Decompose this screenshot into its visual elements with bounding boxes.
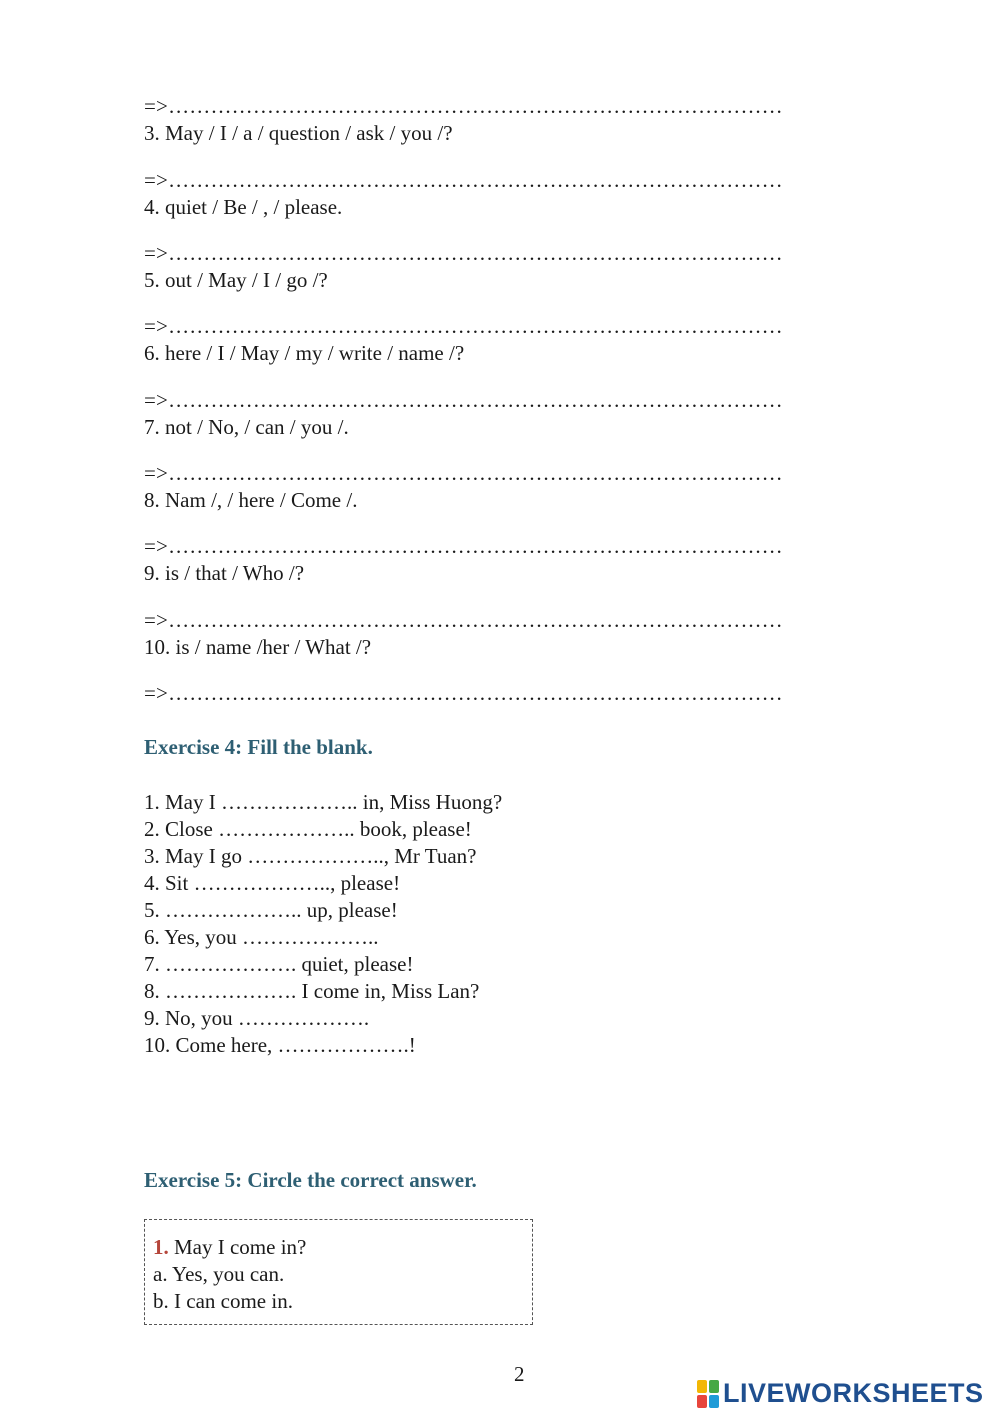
list-item[interactable]: 8. ………………. I come in, Miss Lan? [144,979,480,1003]
answer-line[interactable]: =>…………………………………………………………………………… [144,94,783,118]
answer-line[interactable]: =>…………………………………………………………………………… [144,314,783,338]
logo-icon [697,1380,719,1408]
list-item[interactable]: 6. Yes, you ……………….. [144,925,379,949]
list-item[interactable]: 9. No, you ………………. [144,1006,370,1030]
option-a[interactable]: a. Yes, you can. [153,1262,285,1286]
answer-line[interactable]: =>…………………………………………………………………………… [144,608,783,632]
list-item[interactable]: 2. Close ……………….. book, please! [144,817,472,841]
answer-line[interactable]: =>…………………………………………………………………………… [144,241,783,265]
logo-square [697,1395,707,1408]
logo-square [709,1395,719,1408]
page-number: 2 [514,1362,525,1386]
logo-square [697,1380,707,1393]
list-item[interactable]: 7. ………………. quiet, please! [144,952,414,976]
list-item[interactable]: 3. May I go ……………….., Mr Tuan? [144,844,477,868]
question-text: 7. not / No, / can / you /. [144,415,349,439]
answer-line[interactable]: =>…………………………………………………………………………… [144,168,783,192]
question-number: 1. [153,1235,169,1259]
question-text: 6. here / I / May / my / write / name /? [144,341,465,365]
question-row [153,1234,532,1261]
list-item[interactable]: 5. ……………….. up, please! [144,898,398,922]
list-item[interactable]: 1. May I ……………….. in, Miss Huong? [144,790,503,814]
question-text: 10. is / name /her / What /? [144,635,372,659]
exercise-5-heading: Exercise 5: Circle the correct answer. [144,1168,477,1192]
list-item[interactable]: 10. Come here, ……………….! [144,1033,416,1057]
logo-square [709,1380,719,1393]
question-text: 5. out / May / I / go /? [144,268,328,292]
question-text: 3. May / I / a / question / ask / you /? [144,121,453,145]
question-text: 8. Nam /, / here / Come /. [144,488,358,512]
question-text: May I come in? [168,1235,307,1259]
option-b[interactable]: b. I can come in. [153,1289,293,1313]
question-text: 9. is / that / Who /? [144,561,305,585]
answer-line[interactable]: =>…………………………………………………………………………… [144,681,783,705]
question-text: 4. quiet / Be / , / please. [144,195,343,219]
exercise-4-heading: Exercise 4: Fill the blank. [144,735,373,759]
answer-line[interactable]: =>…………………………………………………………………………… [144,388,783,412]
logo-text: LIVEWORKSHEETS [723,1378,984,1408]
liveworksheets-logo [697,1378,984,1409]
fill-blank-list [144,789,502,1059]
list-item[interactable]: 4. Sit ……………….., please! [144,871,401,895]
answer-line[interactable]: =>…………………………………………………………………………… [144,461,783,485]
question-box [144,1219,533,1325]
answer-line[interactable]: =>…………………………………………………………………………… [144,534,783,558]
